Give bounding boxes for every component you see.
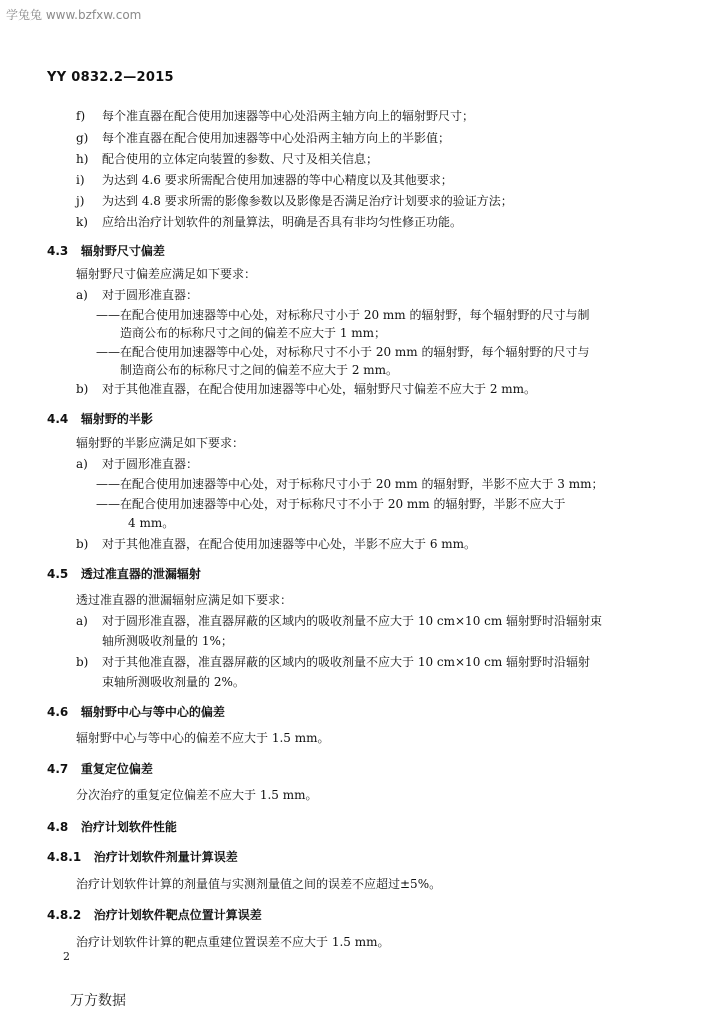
- dash-item-cont: 制造商公布的标称尺寸之间的偏差不应大于 2 mm。: [120, 363, 399, 377]
- list-item: [76, 536, 476, 552]
- section-number: 4.8.2: [47, 908, 82, 922]
- section-title: 透过准直器的泄漏辐射: [80, 567, 201, 581]
- section-number: 4.6: [47, 705, 69, 719]
- list-item: [76, 456, 198, 472]
- list-item: [76, 172, 453, 188]
- list-item: [76, 108, 474, 124]
- section-number: 4.8: [47, 820, 69, 834]
- list-text: 对于圆形准直器，准直器屏蔽的区域内的吸收剂量不应大于 10 cm×10 cm 辐射野时沿辐射束: [102, 614, 603, 628]
- section-heading-4-4: [47, 410, 153, 427]
- section-title: 治疗计划软件剂量计算误差: [93, 850, 238, 864]
- list-label: j): [76, 194, 85, 208]
- list-label: k): [76, 215, 88, 229]
- section-text: 分次治疗的重复定位偏差不应大于 1.5 mm。: [76, 788, 318, 802]
- list-label: b): [76, 655, 89, 669]
- section-number: 4.3: [47, 244, 69, 258]
- section-heading-4-5: [47, 565, 201, 582]
- list-text: 对于圆形准直器：: [102, 288, 199, 302]
- list-label: b): [76, 537, 89, 551]
- section-number: 4.7: [47, 762, 69, 776]
- list-text: 对于圆形准直器：: [102, 457, 199, 471]
- section-intro: 辐射野的半影应满足如下要求：: [76, 436, 245, 450]
- list-text: 对于其他准直器，在配合使用加速器等中心处，半影不应大于 6 mm。: [102, 537, 477, 551]
- list-text: 每个准直器在配合使用加速器等中心处沿两主轴方向上的辐射野尺寸；: [102, 109, 475, 123]
- section-number: 4.4: [47, 412, 69, 426]
- list-text-cont: 轴所测吸收剂量的 1%；: [102, 634, 233, 648]
- list-text-cont: 束轴所测吸收剂量的 2%。: [102, 675, 245, 689]
- section-text: 治疗计划软件计算的剂量值与实测剂量值之间的误差不应超过±5%。: [76, 877, 442, 891]
- list-label: a): [76, 614, 88, 628]
- section-number: 4.8.1: [47, 850, 82, 864]
- list-item: [76, 151, 378, 167]
- section-heading-4-8: [47, 818, 177, 835]
- list-text: 配合使用的立体定向装置的参数、尺寸及相关信息；: [102, 152, 379, 166]
- section-intro: 辐射野尺寸偏差应满足如下要求：: [76, 267, 257, 281]
- list-label: g): [76, 131, 89, 145]
- section-title: 重复定位偏差: [80, 762, 153, 776]
- section-title: 辐射野尺寸偏差: [80, 244, 165, 258]
- list-item: [76, 214, 462, 230]
- section-heading-4-6: [47, 703, 225, 720]
- list-label: h): [76, 152, 89, 166]
- dash-item: ——在配合使用加速器等中心处，对于标称尺寸不小于 20 mm 的辐射野，半影不应大于: [96, 497, 566, 511]
- dash-item-cont: 造商公布的标称尺寸之间的偏差不应大于 1 mm；: [120, 326, 387, 340]
- section-intro: 透过准直器的泄漏辐射应满足如下要求：: [76, 593, 293, 607]
- list-text: 每个准直器在配合使用加速器等中心处沿两主轴方向上的半影值；: [102, 131, 451, 145]
- list-text: 应给出治疗计划软件的剂量算法，明确是否具有非均匀性修正功能。: [102, 215, 463, 229]
- dash-item: ——在配合使用加速器等中心处，对于标称尺寸小于 20 mm 的辐射野，半影不应大于 3 mm；: [96, 477, 604, 491]
- list-label: a): [76, 457, 88, 471]
- dash-item-cont: 4 mm。: [128, 516, 175, 530]
- footer-watermark: 万方数据: [70, 993, 126, 1009]
- section-title: 辐射野的半影: [80, 412, 153, 426]
- list-label: f): [76, 109, 86, 123]
- list-item: [76, 381, 536, 397]
- standard-header: YY 0832.2—2015: [47, 70, 174, 85]
- section-title: 治疗计划软件性能: [80, 820, 177, 834]
- section-title: 治疗计划软件靶点位置计算误差: [93, 908, 262, 922]
- section-text: 治疗计划软件计算的靶点重建位置误差不应大于 1.5 mm。: [76, 935, 390, 949]
- watermark: 学兔兔 www.bzfxw.com: [6, 8, 142, 22]
- section-heading-4-3: [47, 242, 165, 259]
- page-number: 2: [63, 950, 70, 963]
- list-text: 对于其他准直器，在配合使用加速器等中心处，辐射野尺寸偏差不应大于 2 mm。: [102, 382, 537, 396]
- list-item: [76, 613, 602, 629]
- list-text: 为达到 4.6 要求所需配合使用加速器的等中心精度以及其他要求；: [102, 173, 453, 187]
- list-label: b): [76, 382, 89, 396]
- section-heading-4-8-2: [47, 906, 262, 923]
- list-item: [76, 130, 450, 146]
- section-heading-4-8-1: [47, 848, 238, 865]
- dash-item: ——在配合使用加速器等中心处，对标称尺寸不小于 20 mm 的辐射野，每个辐射野的尺寸与: [96, 345, 590, 359]
- section-number: 4.5: [47, 567, 69, 581]
- list-text: 为达到 4.8 要求所需的影像参数以及影像是否满足治疗计划要求的验证方法；: [102, 194, 513, 208]
- dash-item: ——在配合使用加速器等中心处，对标称尺寸小于 20 mm 的辐射野，每个辐射野的尺寸与制: [96, 308, 590, 322]
- section-text: 辐射野中心与等中心的偏差不应大于 1.5 mm。: [76, 731, 330, 745]
- list-item: [76, 654, 590, 670]
- list-label: i): [76, 173, 85, 187]
- list-item: [76, 193, 513, 209]
- list-label: a): [76, 288, 88, 302]
- section-title: 辐射野中心与等中心的偏差: [80, 705, 225, 719]
- section-heading-4-7: [47, 760, 153, 777]
- list-text: 对于其他准直器，准直器屏蔽的区域内的吸收剂量不应大于 10 cm×10 cm 辐射野时沿辐射: [102, 655, 591, 669]
- list-item: [76, 287, 198, 303]
